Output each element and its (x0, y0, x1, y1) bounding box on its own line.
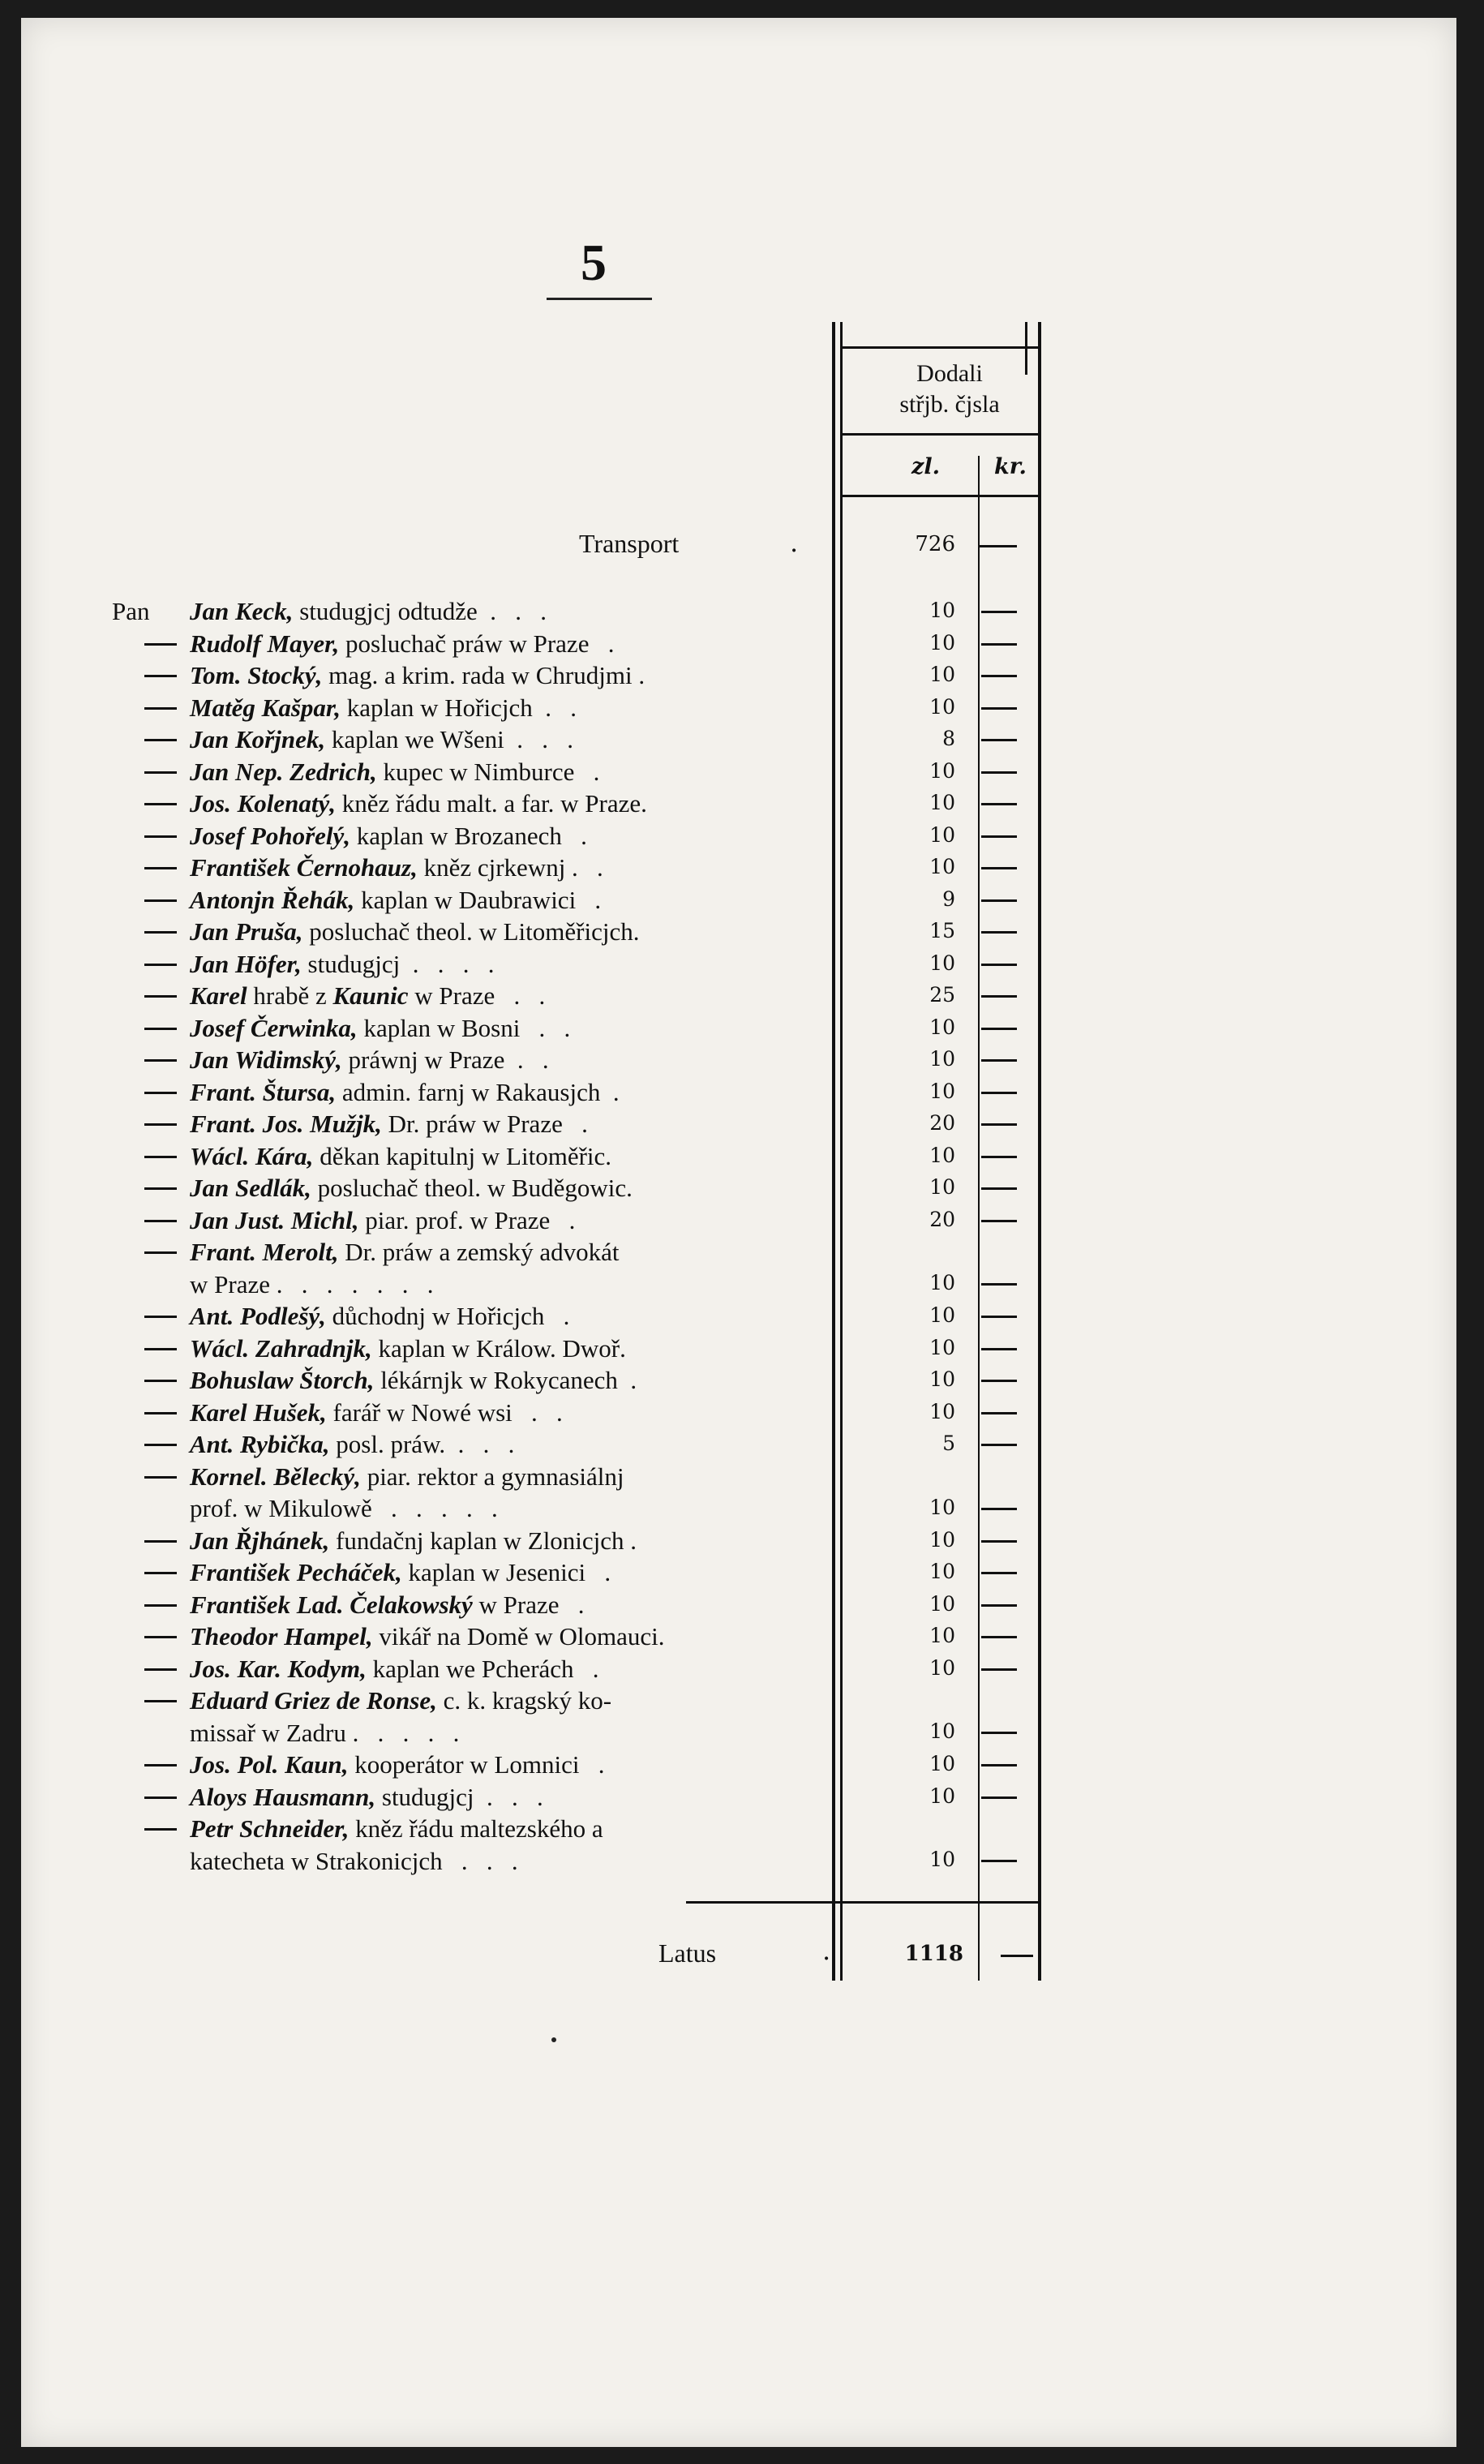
donor-row (21, 947, 1456, 979)
donor-details: piar. prof. w Praze . (358, 1205, 576, 1234)
donor-row (21, 1203, 1456, 1235)
amount-kr-dash (981, 1636, 1017, 1638)
page-number-rule (547, 298, 652, 300)
donor-description (190, 1653, 822, 1685)
latus-amount-zl: 1118 (904, 1942, 963, 1966)
amount-kr-dash (981, 1123, 1017, 1126)
ditto-dash (144, 739, 177, 741)
amount-zl: 10 (929, 1752, 955, 1775)
ditto-dash (144, 867, 177, 869)
donor-name: Jos. Kar. Kodym, (190, 1654, 367, 1683)
donor-row (21, 1234, 1456, 1299)
amount-zl: 10 (929, 1367, 955, 1391)
amount-kr-dash (981, 1604, 1017, 1607)
donor-name-part: Kaunic (332, 981, 409, 1010)
donor-details: Dr. práw w Praze . (381, 1110, 588, 1138)
donor-row (21, 818, 1456, 851)
amount-kr-dash (981, 1764, 1017, 1766)
unit-kr-label: kr. (994, 454, 1027, 479)
ditto-dash (144, 1092, 177, 1094)
ditto-dash (144, 1604, 177, 1607)
donor-description (190, 980, 822, 1012)
donor-row (21, 594, 1456, 626)
ditto-dash (144, 1540, 177, 1543)
donor-row (21, 1619, 1456, 1651)
amount-zl: 10 (929, 951, 955, 975)
ditto-dash (144, 1796, 177, 1799)
donor-name: Ant. Podlešý, (190, 1302, 326, 1330)
donor-row (21, 1363, 1456, 1395)
amount-kr-dash (981, 803, 1017, 805)
amount-kr-dash (981, 1572, 1017, 1574)
ditto-dash (144, 931, 177, 934)
donor-row (21, 690, 1456, 723)
donor-name: Frant. Jos. Mužjk, (190, 1110, 382, 1138)
donor-name: Jan Sedlák, (190, 1174, 311, 1202)
donor-details: c. k. kragský ko- missař w Zadru . . . . . (190, 1686, 612, 1747)
donor-description (190, 723, 822, 756)
amount-zl: 10 (929, 1784, 955, 1808)
donor-details: studugjcj odtudže . . . (293, 597, 547, 625)
amount-zl: 10 (929, 1655, 955, 1680)
donor-description (190, 1781, 822, 1814)
ditto-dash (144, 1668, 177, 1671)
donor-description (190, 1428, 822, 1461)
donor-details-tail: w Praze . . (408, 981, 546, 1010)
donor-name: Petr Schneider, (190, 1814, 350, 1843)
donor-name: Kornel. Bělecký, (190, 1462, 361, 1491)
ditto-dash (144, 1316, 177, 1318)
amount-zl: 10 (929, 1271, 955, 1294)
donor-details: posluchač práw w Praze . (339, 629, 615, 658)
donor-description (190, 1620, 822, 1653)
donor-name: Josef Čerwinka, (190, 1013, 358, 1042)
donor-details: kaplan w Daubrawici . (354, 885, 602, 914)
donor-list (21, 594, 1456, 1875)
donor-name: Jan Kořjnek, (190, 725, 326, 753)
donor-description (190, 852, 822, 884)
amount-zl: 10 (929, 1527, 955, 1552)
donor-row (21, 1587, 1456, 1620)
latus-amount-kr-dash (1001, 1955, 1033, 1957)
amount-kr-dash (981, 1156, 1017, 1158)
donor-details: kooperátor w Lomnici . (348, 1750, 605, 1779)
donor-row (21, 1811, 1456, 1875)
donor-description (190, 1300, 822, 1333)
ditto-dash (144, 1572, 177, 1574)
amount-kr-dash (981, 1540, 1017, 1543)
amount-kr-dash (981, 931, 1017, 934)
ditto-dash (144, 1444, 177, 1446)
donor-description (190, 1076, 822, 1109)
ditto-dash (144, 899, 177, 902)
amount-zl: 25 (929, 983, 955, 1007)
donor-description (190, 1685, 822, 1749)
donor-details: kaplan w Jesenici . (401, 1558, 611, 1586)
donor-description (190, 1204, 822, 1237)
donor-details: farář w Nowé wsi . . (326, 1397, 563, 1427)
amount-kr-dash (981, 1059, 1017, 1062)
donor-name: Josef Pohořelý, (190, 821, 351, 850)
donor-description (190, 628, 822, 660)
amount-kr-dash (981, 899, 1017, 902)
donor-name: Jan Keck, (190, 597, 294, 625)
donor-row (21, 754, 1456, 787)
donor-name: Wácl. Zahradnjk, (190, 1333, 372, 1363)
donor-row (21, 1523, 1456, 1556)
ditto-dash (144, 1156, 177, 1158)
donor-name: Rudolf Mayer, (190, 629, 340, 658)
transport-amount-kr-dash (980, 545, 1017, 547)
honorific-prefix: Pan (112, 597, 150, 625)
book-page (21, 18, 1456, 2447)
donor-row (21, 1331, 1456, 1363)
donor-name: Frant. Štursa, (190, 1077, 337, 1106)
ditto-dash (144, 1380, 177, 1382)
donor-description (190, 1012, 822, 1045)
amount-zl: 10 (929, 1591, 955, 1616)
amount-kr-dash (981, 964, 1017, 966)
donor-description (190, 916, 822, 948)
amount-zl: 15 (929, 919, 955, 942)
amount-zl: 10 (929, 758, 955, 783)
donor-name: František Černohauz, (190, 853, 418, 882)
donor-name: Jan Just. Michl, (190, 1205, 359, 1234)
donor-details: kněz cjrkewnj . . (417, 853, 603, 882)
latus-rule (686, 1901, 1038, 1904)
ditto-dash (144, 1348, 177, 1350)
donor-details: kaplan w Hořicjch . . (341, 693, 577, 722)
donor-row (21, 1651, 1456, 1684)
amount-kr-dash (981, 707, 1017, 710)
donor-description (190, 1364, 822, 1397)
donor-row (21, 722, 1456, 754)
donor-description (190, 595, 822, 628)
amount-zl: 10 (929, 1719, 955, 1743)
donor-details: kněz řádu malt. a far. w Praze. (335, 789, 647, 818)
donor-details: kaplan w Brozanech . (350, 821, 587, 850)
ditto-dash (144, 1700, 177, 1702)
ditto-dash (144, 1220, 177, 1222)
donor-description (190, 788, 822, 820)
amount-kr-dash (981, 1092, 1017, 1094)
donor-row (21, 1011, 1456, 1043)
donor-row (21, 978, 1456, 1011)
donor-name: František Pecháček, (190, 1558, 402, 1586)
donor-details: kněz řádu maltezského a katecheta w Strakonicjch . . . (190, 1814, 603, 1875)
donor-details: děkan kapitulnj w Litoměřic. (313, 1141, 612, 1170)
donor-row (21, 1747, 1456, 1779)
ditto-dash (144, 964, 177, 966)
column-header (848, 358, 1051, 420)
ditto-dash (144, 835, 177, 838)
donor-description (190, 1589, 822, 1621)
ditto-dash (144, 1764, 177, 1766)
amount-kr-dash (981, 1316, 1017, 1318)
donor-row (21, 850, 1456, 882)
amount-zl: 10 (929, 1560, 955, 1583)
amount-zl: 10 (929, 1495, 955, 1519)
donor-details: kupec w Nimburce . (376, 757, 600, 786)
donor-name: Jos. Pol. Kaun, (190, 1750, 349, 1779)
donor-row (21, 1042, 1456, 1075)
amount-zl: 10 (929, 855, 955, 878)
amount-kr-dash (981, 995, 1017, 998)
amount-kr-dash (981, 643, 1017, 646)
amount-zl: 10 (929, 1015, 955, 1039)
donor-details: hrabě z (247, 981, 333, 1010)
amount-zl: 10 (929, 630, 955, 655)
amount-kr-dash (981, 835, 1017, 838)
donor-details: fundačnj kaplan w Zlonicjch . (329, 1526, 637, 1555)
donor-details: Dr. práw a zemský advokát w Praze . . . . . . . (190, 1238, 620, 1299)
amount-kr-dash (981, 1220, 1017, 1222)
ditto-dash (144, 1476, 177, 1479)
donor-description (190, 756, 822, 788)
ditto-dash (144, 675, 177, 677)
donor-name: Bohuslaw Štorch, (190, 1366, 375, 1394)
transport-leader-dot: . (790, 527, 799, 558)
amount-zl: 10 (929, 663, 955, 686)
ditto-dash (144, 1187, 177, 1190)
amount-zl: 10 (929, 791, 955, 814)
donor-row (21, 1459, 1456, 1523)
amount-kr-dash (981, 1283, 1017, 1286)
donor-description (190, 1236, 822, 1300)
amount-kr-dash (981, 1444, 1017, 1446)
amount-zl: 20 (929, 1207, 955, 1231)
donor-description (190, 1108, 822, 1140)
ditto-dash (144, 995, 177, 998)
donor-name: Theodor Hampel, (190, 1622, 373, 1651)
amount-zl: 10 (929, 822, 955, 847)
amount-zl: 20 (929, 1111, 955, 1135)
donor-name: Tom. Stocký, (190, 661, 323, 689)
ditto-dash (144, 1828, 177, 1831)
ditto-dash (144, 1251, 177, 1254)
amount-zl: 10 (929, 1624, 955, 1647)
donor-description (190, 1397, 822, 1429)
donor-name: Jan Nep. Zedrich, (190, 757, 377, 786)
donor-row (21, 1427, 1456, 1459)
amount-zl: 10 (929, 1143, 955, 1167)
amount-kr-dash (981, 1187, 1017, 1190)
donor-details: kaplan we Pcherách . (366, 1654, 599, 1683)
donor-name: Karel Hušek, (190, 1397, 327, 1427)
donor-name: Eduard Griez de Ronse, (190, 1686, 437, 1715)
amount-kr-dash (981, 1380, 1017, 1382)
donor-description (190, 1044, 822, 1076)
column-header-line-2: střjb. čjsla (899, 391, 1000, 418)
donor-row (21, 786, 1456, 818)
amount-kr-dash (981, 675, 1017, 677)
donor-row (21, 626, 1456, 659)
donor-details: vikář na Domě w Olomauci. (372, 1622, 665, 1651)
ditto-dash (144, 643, 177, 646)
donor-row (21, 882, 1456, 915)
donor-details: mag. a krim. rada w Chrudjmi . (322, 661, 645, 689)
donor-name: Jan Pruša, (190, 917, 303, 946)
donor-description (190, 948, 822, 981)
transport-label: Transport (579, 529, 680, 558)
ditto-dash (144, 803, 177, 805)
amount-zl: 10 (929, 1399, 955, 1423)
donor-row (21, 1139, 1456, 1171)
ditto-dash (144, 707, 177, 710)
amount-kr-dash (981, 1796, 1017, 1799)
donor-description (190, 884, 822, 916)
amount-kr-dash (981, 1348, 1017, 1350)
ditto-dash (144, 1059, 177, 1062)
amount-kr-dash (981, 1028, 1017, 1030)
amount-kr-dash (981, 771, 1017, 774)
donor-row (21, 914, 1456, 947)
amount-zl: 9 (942, 886, 955, 911)
donor-details: admin. farnj w Rakausjch . (336, 1077, 620, 1106)
donor-description (190, 1749, 822, 1781)
donor-row (21, 1395, 1456, 1427)
column-header-rule (840, 433, 1038, 436)
ditto-dash (144, 1028, 177, 1030)
amount-zl: 10 (929, 694, 955, 719)
donor-description (190, 659, 822, 692)
column-header-line-1: Dodali (916, 360, 983, 387)
donor-description (190, 692, 822, 724)
latus-label: Latus (658, 1938, 717, 1968)
page-number: 5 (581, 234, 607, 291)
donor-details: w Praze . (472, 1590, 585, 1619)
amount-zl: 10 (929, 1079, 955, 1103)
ditto-dash (144, 771, 177, 774)
amount-kr-dash (981, 1412, 1017, 1414)
donor-details: posl. práw. . . . (329, 1430, 515, 1458)
donor-name: Aloys Hausmann, (190, 1782, 376, 1811)
donor-details: lékárnjk w Rokycanech . (374, 1366, 637, 1394)
donor-details: práwnj w Praze . . (341, 1045, 549, 1074)
ink-speck (551, 2037, 556, 2042)
amount-zl: 5 (942, 1432, 955, 1455)
donor-details: kaplan w Králow. Dwoř. (371, 1333, 626, 1363)
donor-name: Jan Řjhánek, (190, 1526, 330, 1555)
donor-name: Ant. Rybička, (190, 1430, 330, 1458)
donor-description (190, 1556, 822, 1589)
amount-zl: 10 (929, 599, 955, 622)
ditto-dash (144, 1412, 177, 1414)
amount-zl: 10 (929, 1303, 955, 1327)
donor-details: kaplan we Wšeni . . . (325, 725, 574, 753)
amount-zl: 8 (942, 727, 955, 750)
amount-kr-dash (981, 1508, 1017, 1510)
donor-name: Jan Höfer, (190, 949, 302, 978)
donor-description (190, 820, 822, 852)
donor-row (21, 1779, 1456, 1812)
amount-kr-dash (981, 1668, 1017, 1671)
donor-name: Wácl. Kára, (190, 1141, 314, 1170)
donor-description (190, 1813, 822, 1877)
amount-zl: 10 (929, 1175, 955, 1199)
ditto-dash (144, 1123, 177, 1126)
donor-name: František Lad. Čelakowský (190, 1590, 473, 1619)
donor-description (190, 1461, 822, 1525)
unit-zl-label: zl. (911, 454, 940, 479)
donor-name: Jan Widimský, (190, 1045, 342, 1074)
donor-description (190, 1333, 822, 1365)
amount-zl: 10 (929, 1848, 955, 1871)
donor-details: piar. rektor a gymnasiálnj prof. w Mikulowě . . . . . (190, 1462, 624, 1522)
amount-zl: 10 (929, 1047, 955, 1071)
transport-amount-zl: 726 (915, 532, 955, 556)
donor-row (21, 658, 1456, 690)
donor-name: Karel (190, 981, 247, 1010)
donor-details: posluchač theol. w Litoměřicjch. (302, 917, 640, 946)
donor-description (190, 1140, 822, 1173)
donor-details: kaplan w Bosni . . (357, 1013, 571, 1042)
donor-details: studugjcj . . . (375, 1782, 543, 1811)
amount-kr-dash (981, 867, 1017, 869)
donor-row (21, 1170, 1456, 1203)
donor-details: důchodnj w Hořicjch . (325, 1302, 570, 1330)
amount-kr-dash (981, 739, 1017, 741)
donor-name: Frant. Merolt, (190, 1238, 339, 1266)
donor-row (21, 1075, 1456, 1107)
donor-row (21, 1106, 1456, 1139)
donor-row (21, 1555, 1456, 1587)
donor-row (21, 1683, 1456, 1747)
amount-zl: 10 (929, 1335, 955, 1359)
amount-kr-dash (981, 1732, 1017, 1734)
donor-description (190, 1525, 822, 1557)
donor-details: studugjcj . . . . (301, 949, 495, 978)
donor-name: Matěg Kašpar, (190, 693, 341, 722)
donor-name: Jos. Kolenatý, (190, 789, 336, 818)
column-header-top-rule (840, 346, 1038, 349)
units-rule (840, 495, 1038, 497)
donor-details: posluchač theol. w Buděgowic. (311, 1174, 633, 1202)
ditto-dash (144, 1636, 177, 1638)
amount-kr-dash (981, 611, 1017, 613)
donor-row (21, 1299, 1456, 1331)
amount-kr-dash (981, 1860, 1017, 1862)
donor-name: Antonjn Řehák, (190, 885, 355, 914)
latus-leader-dot: . (822, 1935, 831, 1966)
donor-description (190, 1172, 822, 1204)
